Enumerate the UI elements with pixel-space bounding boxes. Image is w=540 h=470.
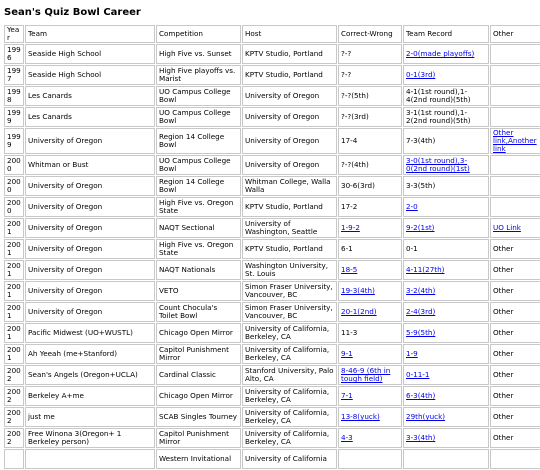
table-row — [4, 155, 540, 175]
table-row — [4, 218, 540, 238]
cell-competition: SCAB Singles Tourney — [156, 407, 241, 427]
team-record-link[interactable]: 2-0 — [406, 202, 418, 211]
cell-competition: Western Invitational — [156, 449, 241, 469]
cell-host: KPTV Studio, Portland — [242, 197, 337, 217]
team-record-link[interactable]: 3-3(4th) — [406, 433, 436, 442]
table-row — [4, 86, 540, 106]
team-record-link[interactable]: 5-9(5th) — [406, 328, 436, 337]
cell-team-record — [403, 65, 489, 85]
cell-host: KPTV Studio, Portland — [242, 239, 337, 259]
cell-host: University of California, Berkeley, CA — [242, 428, 337, 448]
team-record-link[interactable]: 1-9 — [406, 349, 418, 358]
cell-other — [490, 449, 540, 469]
cell-correct-wrong — [338, 407, 402, 427]
cell-team: Les Canards — [25, 107, 155, 127]
cell-other — [490, 128, 540, 154]
cell-correct-wrong: ?-?(3rd) — [338, 107, 402, 127]
cell-competition: UO Campus College Bowl — [156, 86, 241, 106]
cell-host: KPTV Studio, Portland — [242, 44, 337, 64]
cell-host: University of California, Berkeley, CA — [242, 386, 337, 406]
team-record-link[interactable]: 0-1(3rd) — [406, 70, 436, 79]
cell-team-record: 7-3(4th) — [403, 128, 489, 154]
cell-team-record — [403, 155, 489, 175]
header-competition: Competition — [156, 25, 241, 43]
cell-team-record — [403, 428, 489, 448]
cell-competition: High Five vs. Oregon State — [156, 197, 241, 217]
team-record-link[interactable]: 6-3(4th) — [406, 391, 436, 400]
team-record-link[interactable]: 4-11(27th) — [406, 265, 445, 274]
correct-wrong-link[interactable]: 13-8(yuck) — [341, 412, 380, 421]
cell-team-record: 3-3(5th) — [403, 176, 489, 196]
cell-team-record — [403, 302, 489, 322]
cell-competition: Capitol Punishment Mirror — [156, 428, 241, 448]
cell-team-record — [403, 197, 489, 217]
cell-competition: Chicago Open Mirror — [156, 323, 241, 343]
header-other: Other — [490, 25, 540, 43]
cell-host: University of California, Berkeley, CA — [242, 323, 337, 343]
team-record-link[interactable]: 2-0(made playoffs) — [406, 49, 475, 58]
header-host: Host — [242, 25, 337, 43]
cell-year: 2001 — [4, 302, 24, 322]
table-row — [4, 128, 540, 154]
cell-host: University of Oregon — [242, 107, 337, 127]
correct-wrong-link[interactable]: 20-1(2nd) — [341, 307, 377, 316]
cell-host: University of Oregon — [242, 86, 337, 106]
cell-correct-wrong: 17-4 — [338, 128, 402, 154]
cell-team: University of Oregon — [25, 281, 155, 301]
table-body — [4, 44, 540, 469]
cell-other — [490, 155, 540, 175]
cell-host: Simon Fraser University, Vancouver, BC — [242, 281, 337, 301]
cell-host: Whitman College, Walla Walla — [242, 176, 337, 196]
cell-year: 2001 — [4, 323, 24, 343]
cell-year: 2000 — [4, 176, 24, 196]
other-link[interactable]: UO Link — [493, 223, 521, 232]
cell-other — [490, 197, 540, 217]
career-table — [3, 24, 540, 470]
table-row — [4, 281, 540, 301]
cell-competition: VETO — [156, 281, 241, 301]
header-row — [4, 25, 540, 43]
cell-team-record — [403, 218, 489, 238]
table-row — [4, 449, 540, 469]
cell-team: Les Canards — [25, 86, 155, 106]
correct-wrong-link[interactable]: 8-46-9 (6th in tough field) — [341, 366, 391, 383]
cell-competition: Region 14 College Bowl — [156, 128, 241, 154]
cell-correct-wrong — [338, 386, 402, 406]
table-row — [4, 176, 540, 196]
team-record-link[interactable]: 3-0(1st round),3-0(2nd round)(1st) — [406, 156, 470, 173]
cell-other: Other — [490, 407, 540, 427]
team-record-link[interactable]: 29th(yuck) — [406, 412, 446, 421]
cell-competition: High Five vs. Oregon State — [156, 239, 241, 259]
cell-year: 2001 — [4, 239, 24, 259]
header-team: Team — [25, 25, 155, 43]
table-row — [4, 44, 540, 64]
table-row — [4, 323, 540, 343]
cell-year: 2000 — [4, 155, 24, 175]
cell-competition: UO Campus College Bowl — [156, 155, 241, 175]
cell-correct-wrong — [338, 281, 402, 301]
table-row — [4, 239, 540, 259]
cell-other: Other — [490, 260, 540, 280]
cell-host: University of Oregon — [242, 128, 337, 154]
header-team-record: Team Record — [403, 25, 489, 43]
cell-correct-wrong: 17-2 — [338, 197, 402, 217]
cell-team-record — [403, 260, 489, 280]
cell-year — [4, 449, 24, 469]
cell-year: 2001 — [4, 344, 24, 364]
cell-competition: NAQT Sectional — [156, 218, 241, 238]
cell-correct-wrong — [338, 302, 402, 322]
cell-host: KPTV Studio, Portland — [242, 65, 337, 85]
cell-competition: Chicago Open Mirror — [156, 386, 241, 406]
cell-team: University of Oregon — [25, 197, 155, 217]
cell-correct-wrong — [338, 428, 402, 448]
correct-wrong-link[interactable]: 4-3 — [341, 433, 353, 442]
cell-correct-wrong — [338, 344, 402, 364]
cell-year: 2002 — [4, 407, 24, 427]
cell-year: 2001 — [4, 260, 24, 280]
cell-other: Other — [490, 281, 540, 301]
cell-competition: Capitol Punishment Mirror — [156, 344, 241, 364]
cell-host: University of Oregon — [242, 155, 337, 175]
cell-team: University of Oregon — [25, 128, 155, 154]
table-row — [4, 407, 540, 427]
correct-wrong-link[interactable]: 9-1 — [341, 349, 353, 358]
table-row — [4, 344, 540, 364]
cell-team-record: 3-1(1st round),1-2(2nd round)(5th) — [403, 107, 489, 127]
cell-other — [490, 86, 540, 106]
cell-team: University of Oregon — [25, 260, 155, 280]
cell-competition: Cardinal Classic — [156, 365, 241, 385]
other-link[interactable]: Other link,Another link — [493, 128, 537, 153]
cell-other — [490, 44, 540, 64]
cell-team: University of Oregon — [25, 218, 155, 238]
cell-team: Whitman or Bust — [25, 155, 155, 175]
cell-year: 2002 — [4, 428, 24, 448]
cell-year: 2000 — [4, 197, 24, 217]
cell-year: 1997 — [4, 65, 24, 85]
cell-year: 2002 — [4, 386, 24, 406]
cell-team-record — [403, 44, 489, 64]
cell-host: Washington University, St. Louis — [242, 260, 337, 280]
cell-correct-wrong: ?-? — [338, 65, 402, 85]
cell-competition: UO Campus College Bowl — [156, 107, 241, 127]
cell-competition: Region 14 College Bowl — [156, 176, 241, 196]
table-row — [4, 107, 540, 127]
cell-year: 1999 — [4, 128, 24, 154]
team-record-link[interactable]: 3-2(4th) — [406, 286, 436, 295]
cell-other: Other — [490, 365, 540, 385]
cell-other: Other — [490, 386, 540, 406]
cell-year: 2001 — [4, 281, 24, 301]
cell-other: Other — [490, 239, 540, 259]
cell-correct-wrong — [338, 365, 402, 385]
correct-wrong-link[interactable]: 19-3(4th) — [341, 286, 375, 295]
cell-year: 2002 — [4, 365, 24, 385]
table-row — [4, 260, 540, 280]
cell-correct-wrong — [338, 218, 402, 238]
cell-team: Free Winona 3(Oregon+ 1 Berkeley person) — [25, 428, 155, 448]
cell-year: 1996 — [4, 44, 24, 64]
correct-wrong-link[interactable]: 1-9-2 — [341, 223, 360, 232]
cell-team — [25, 449, 155, 469]
cell-other: Other — [490, 323, 540, 343]
team-record-link[interactable]: 9-2(1st) — [406, 223, 435, 232]
cell-correct-wrong — [338, 449, 402, 469]
cell-host: University of California — [242, 449, 337, 469]
cell-team-record — [403, 365, 489, 385]
cell-competition: High Five vs. Sunset — [156, 44, 241, 64]
header-year: Year — [4, 25, 24, 43]
header-correct-wrong: Correct-Wrong — [338, 25, 402, 43]
cell-team: University of Oregon — [25, 302, 155, 322]
correct-wrong-link[interactable]: 18-5 — [341, 265, 358, 274]
cell-competition: NAQT Nationals — [156, 260, 241, 280]
cell-other: Other — [490, 302, 540, 322]
table-row — [4, 365, 540, 385]
cell-team: University of Oregon — [25, 176, 155, 196]
cell-team-record — [403, 323, 489, 343]
cell-host: University of Washington, Seattle — [242, 218, 337, 238]
cell-competition: High Five playoffs vs. Marist — [156, 65, 241, 85]
cell-team-record — [403, 344, 489, 364]
table-row — [4, 386, 540, 406]
cell-year: 1998 — [4, 86, 24, 106]
table-row — [4, 302, 540, 322]
table-row — [4, 428, 540, 448]
cell-team: Sean's Angels (Oregon+UCLA) — [25, 365, 155, 385]
cell-other: Other — [490, 428, 540, 448]
cell-year: 2001 — [4, 218, 24, 238]
cell-team-record — [403, 386, 489, 406]
table-row — [4, 197, 540, 217]
cell-correct-wrong — [338, 260, 402, 280]
cell-team: Ah Yeeah (me+Stanford) — [25, 344, 155, 364]
cell-other — [490, 176, 540, 196]
page-title: Sean's Quiz Bowl Career — [4, 7, 141, 18]
cell-team: just me — [25, 407, 155, 427]
cell-team: Seaside High School — [25, 44, 155, 64]
cell-other: Other — [490, 344, 540, 364]
cell-year: 1999 — [4, 107, 24, 127]
cell-other — [490, 65, 540, 85]
cell-correct-wrong: ?-? — [338, 44, 402, 64]
table-row — [4, 65, 540, 85]
cell-correct-wrong: 11-3 — [338, 323, 402, 343]
cell-correct-wrong: ?-?(5th) — [338, 86, 402, 106]
cell-correct-wrong: 30-6(3rd) — [338, 176, 402, 196]
correct-wrong-link[interactable]: 7-1 — [341, 391, 353, 400]
cell-team-record — [403, 407, 489, 427]
cell-competition: Count Chocula's Toilet Bowl — [156, 302, 241, 322]
cell-host: Stanford University, Palo Alto, CA — [242, 365, 337, 385]
cell-other — [490, 107, 540, 127]
cell-team: Pacific Midwest (UO+WUSTL) — [25, 323, 155, 343]
cell-host: Simon Fraser University, Vancouver, BC — [242, 302, 337, 322]
cell-correct-wrong: ?-?(4th) — [338, 155, 402, 175]
cell-host: University of California, Berkeley, CA — [242, 344, 337, 364]
cell-host: University of California, Berkeley, CA — [242, 407, 337, 427]
cell-team: Berkeley A+me — [25, 386, 155, 406]
cell-team-record: 4-1(1st round),1-4(2nd round)(5th) — [403, 86, 489, 106]
team-record-link[interactable]: 2-4(3rd) — [406, 307, 436, 316]
cell-correct-wrong: 6-1 — [338, 239, 402, 259]
team-record-link[interactable]: 0-11-1 — [406, 370, 430, 379]
cell-other — [490, 218, 540, 238]
cell-team: University of Oregon — [25, 239, 155, 259]
cell-team: Seaside High School — [25, 65, 155, 85]
cell-team-record: 0-1 — [403, 239, 489, 259]
cell-team-record — [403, 281, 489, 301]
cell-team-record — [403, 449, 489, 469]
